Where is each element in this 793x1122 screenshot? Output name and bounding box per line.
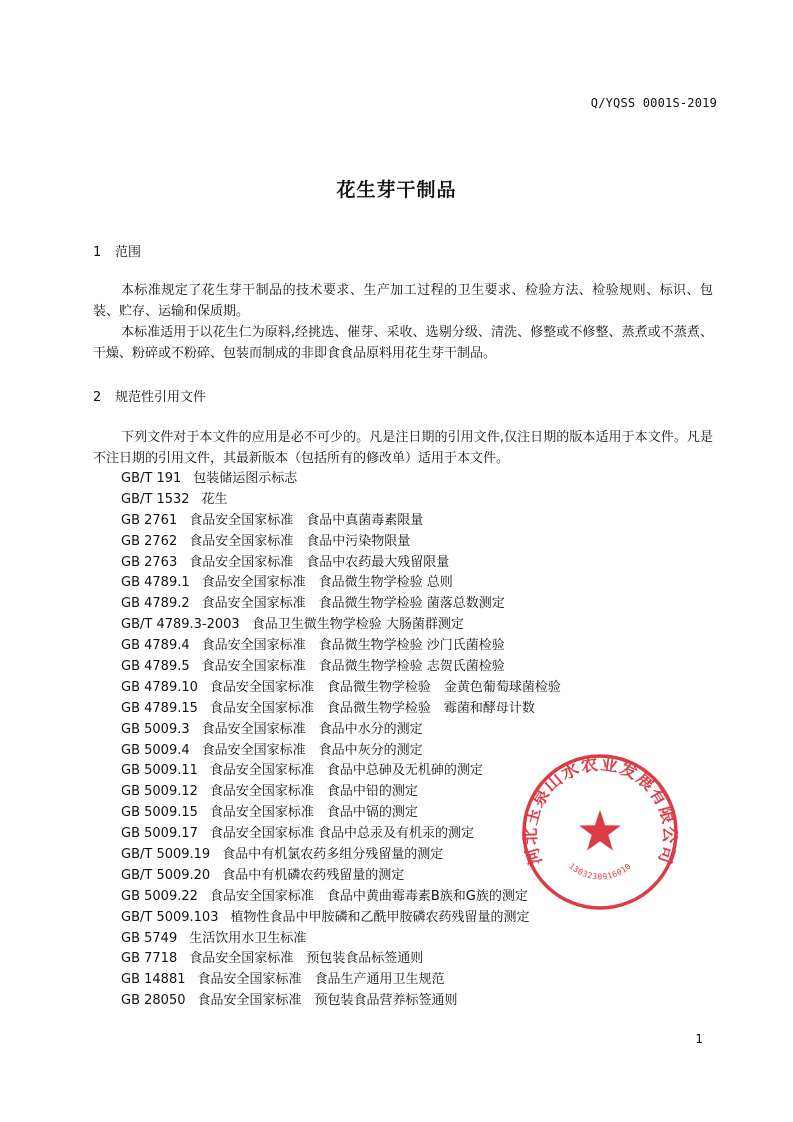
section-title: 规范性引用文件	[115, 390, 207, 405]
reference-item	[121, 699, 561, 720]
section-1-paragraph-2: 本标准适用于以花生仁为原料,经挑选、催芽、采收、选剔分级、清洗、修整或不修整、蒸煮或不蒸煮、干燥、粉碎或不粉碎、包装而制成的非即食食品原料用花生芽干制品。	[93, 325, 713, 361]
reference-item	[121, 573, 561, 594]
reference-item	[121, 824, 561, 845]
reference-title: 食品卫生微生物学检验 大肠菌群测定	[251, 617, 464, 633]
reference-code: GB 4789.4	[121, 638, 190, 654]
reference-code: GB 5749	[121, 930, 178, 946]
reference-code: GB 4789.1	[121, 575, 190, 591]
svg-text:1303230916010	[567, 862, 633, 882]
section-number: 1	[93, 245, 102, 260]
reference-item	[121, 803, 561, 824]
reference-title: 食品安全国家标准 食品微生物学检验 金黄色葡萄球菌检验	[209, 679, 561, 695]
reference-title: 食品安全国家标准 食品中铅的测定	[209, 784, 418, 800]
reference-code: GB 4789.2	[121, 596, 190, 612]
standard-code: Q/YQSS 0001S-2019	[590, 96, 717, 110]
reference-title: 食品安全国家标准 食品中水分的测定	[201, 721, 423, 737]
reference-item	[121, 657, 561, 678]
reference-title: 包装储运图示标志	[193, 471, 298, 486]
reference-code: GB 4789.15	[121, 700, 198, 716]
reference-item	[121, 970, 561, 991]
reference-item	[121, 741, 561, 762]
star-icon	[579, 810, 621, 851]
section-1-heading	[93, 241, 141, 260]
section-2-heading	[93, 386, 206, 405]
reference-code: GB 7718	[121, 951, 178, 967]
reference-title: 食品中有机磷农药残留量的测定	[222, 867, 405, 883]
reference-title: 食品安全国家标准 食品生产通用卫生规范	[197, 972, 445, 988]
reference-code: GB/T 5009.103	[121, 909, 219, 925]
reference-item	[121, 929, 561, 950]
section-title: 范围	[115, 245, 142, 260]
reference-item	[121, 469, 561, 490]
reference-item	[121, 887, 561, 908]
reference-item	[121, 532, 561, 553]
reference-item	[121, 782, 561, 803]
reference-title: 食品中有机氯农药多组分残留量的测定	[222, 847, 444, 863]
reference-code: GB/T 5009.19	[121, 847, 211, 863]
reference-title: 食品安全国家标准 预包装食品标签通则	[189, 951, 424, 967]
reference-title: 食品安全国家标准 食品中黄曲霉毒素B族和G族的测定	[209, 888, 528, 904]
reference-code: GB/T 4789.3-2003	[121, 617, 240, 633]
reference-code: GB 2761	[121, 512, 178, 528]
reference-item	[121, 490, 561, 511]
reference-code: GB 4789.10	[121, 679, 198, 695]
reference-title: 食品安全国家标准 食品中农药最大残留限量	[189, 554, 450, 570]
reference-item	[121, 678, 561, 699]
reference-item	[121, 866, 561, 887]
normative-reference-list	[121, 469, 561, 1012]
section-1-paragraph-1: 本标准规定了花生芽干制品的技术要求、生产加工过程的卫生要求、检验方法、检验规则、标识、包装、贮存、运输和保质期。	[93, 283, 713, 319]
reference-title: 食品安全国家标准 食品中污染物限量	[189, 533, 411, 549]
reference-item	[121, 845, 561, 866]
reference-title: 食品安全国家标准 食品中总汞及有机汞的测定	[209, 826, 475, 842]
seal-number: 1303230916010	[567, 861, 633, 882]
reference-title: 食品安全国家标准 食品中总砷及无机砷的测定	[209, 763, 483, 779]
reference-title: 食品安全国家标准 食品微生物学检验 志贺氏菌检验	[201, 659, 505, 675]
reference-item	[121, 908, 561, 929]
reference-title: 食品安全国家标准 食品微生物学检验 菌落总数测定	[201, 596, 505, 612]
reference-code: GB/T 1532	[121, 491, 190, 507]
reference-title: 植物性食品中甲胺磷和乙酰甲胺磷农药残留量的测定	[230, 909, 530, 925]
reference-code: GB 5009.3	[121, 721, 190, 737]
reference-code: GB 5009.17	[121, 826, 198, 842]
reference-item	[121, 761, 561, 782]
reference-code: GB 4789.5	[121, 659, 190, 675]
reference-item	[121, 594, 561, 615]
reference-code: GB 5009.4	[121, 742, 190, 758]
reference-code: GB 5009.15	[121, 805, 198, 821]
reference-code: GB 28050	[121, 993, 186, 1009]
reference-title: 食品安全国家标准 食品中镉的测定	[209, 805, 418, 821]
reference-title: 食品安全国家标准 食品微生物学检验 沙门氏菌检验	[201, 638, 505, 654]
reference-title: 生活饮用水卫生标准	[189, 930, 307, 946]
reference-code: GB 5009.11	[121, 763, 198, 779]
document-title: 花生芽干制品	[336, 179, 457, 201]
reference-item	[121, 615, 561, 636]
reference-code: GB 2763	[121, 554, 178, 570]
section-2-paragraph-1: 下列文件对于本文件的应用是必不可少的。凡是注日期的引用文件,仅注日期的版本适用于本文件。凡是不注日期的引用文件，其最新版本（包括所有的修改单）适用于本文件。	[93, 430, 713, 466]
company-seal	[520, 752, 680, 912]
reference-title: 食品安全国家标准 食品微生物学检验 总则	[201, 575, 453, 591]
reference-title: 食品安全国家标准 预包装食品营养标签通则	[197, 993, 458, 1009]
reference-title: 食品安全国家标准 食品中真菌毒素限量	[189, 512, 424, 528]
reference-title: 食品安全国家标准 食品中灰分的测定	[201, 742, 423, 758]
seal-text: 河北玉泉山水农业发展有限公司	[520, 754, 680, 868]
reference-item	[121, 991, 561, 1012]
reference-item	[121, 553, 561, 574]
reference-code: GB/T 191	[121, 471, 182, 486]
reference-code: GB 5009.22	[121, 888, 198, 904]
reference-code: GB 14881	[121, 972, 186, 988]
reference-item	[121, 949, 561, 970]
reference-title: 花生	[201, 491, 228, 507]
reference-code: GB 2762	[121, 533, 178, 549]
reference-code: GB/T 5009.20	[121, 867, 211, 883]
reference-code: GB 5009.12	[121, 784, 198, 800]
page-number: 1	[695, 1032, 703, 1046]
reference-title: 食品安全国家标准 食品微生物学检验 霉菌和酵母计数	[209, 700, 535, 716]
reference-item	[121, 636, 561, 657]
section-number: 2	[93, 390, 102, 405]
reference-item	[121, 511, 561, 532]
reference-item	[121, 720, 561, 741]
